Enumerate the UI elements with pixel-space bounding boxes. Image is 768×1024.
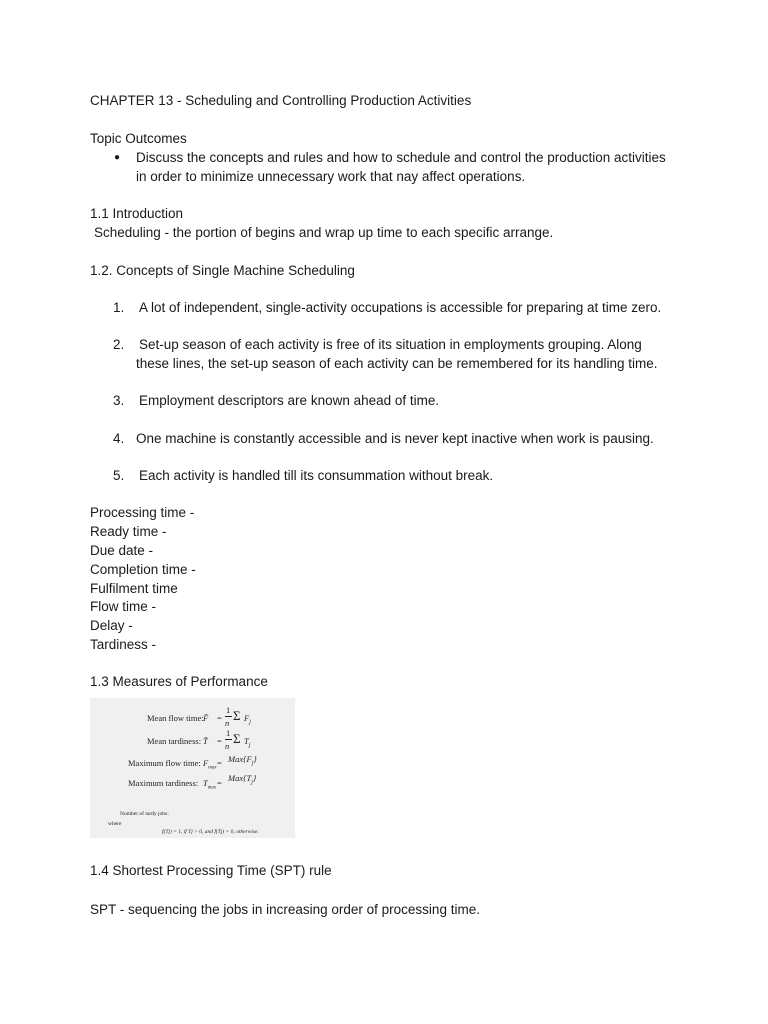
formula-label: Number of tardy jobs: xyxy=(120,811,169,817)
list-item-number: 2. xyxy=(113,337,125,352)
list-item-number: 4. xyxy=(113,431,125,446)
spt-heading: 1.4 Shortest Processing Time (SPT) rule xyxy=(90,863,332,878)
formula-symbol: $F_{max}$ xyxy=(203,758,217,771)
formula-equals: = xyxy=(217,736,222,746)
formula-label: Maximum tardiness: xyxy=(128,778,199,788)
list-item-text: One machine is constantly accessible and is never kept inactive when work is pausing. xyxy=(136,431,654,446)
bullet-text-line-2: in order to minimize unnecessary work that nay affect operations. xyxy=(136,169,526,184)
term-delay: Delay - xyxy=(90,618,133,633)
formula-label: where xyxy=(108,821,122,827)
bullet-text-line-1: Discuss the concepts and rules and how to schedule and control the production activities xyxy=(136,150,666,165)
formula-fraction: n xyxy=(225,741,230,751)
list-item-number: 1. xyxy=(113,300,125,315)
term-completion-time: Completion time - xyxy=(90,562,196,577)
list-item-number: 3. xyxy=(113,393,125,408)
term-flow-time: Flow time - xyxy=(90,599,157,614)
formula-equals: = xyxy=(217,758,222,768)
list-item-text: Employment descriptors are known ahead of time. xyxy=(139,393,440,408)
formula-variable: $T_j$ xyxy=(244,736,251,749)
formula-equals: = xyxy=(217,778,222,788)
term-processing-time: Processing time - xyxy=(90,505,195,520)
formula-label: Mean flow time: xyxy=(147,713,204,723)
list-item-number: 5. xyxy=(113,468,125,483)
list-item-text-continued: these lines, the set-up season of each activity can be remembered for its handling time. xyxy=(136,356,658,371)
formula-max: $Max\{F_j\}$ xyxy=(228,754,257,767)
list-item-text: Each activity is handled till its consummation without break. xyxy=(139,468,494,483)
formula-fraction: 1 xyxy=(226,728,231,738)
formula-fraction: n xyxy=(225,718,230,728)
term-fulfilment-time: Fulfilment time xyxy=(90,581,178,596)
fraction-bar xyxy=(225,739,232,740)
introduction-text: Scheduling - the portion of begins and wrap up time to each specific arrange. xyxy=(94,225,554,240)
formula-condition: f(Tj) = 1, if Tj > 0, and f(Tj) = 0, otherwise. xyxy=(162,829,259,835)
sum-symbol: Σ xyxy=(233,708,241,723)
measures-heading: 1.3 Measures of Performance xyxy=(90,674,268,689)
concepts-heading: 1.2. Concepts of Single Machine Scheduling xyxy=(90,263,355,278)
introduction-heading: 1.1 Introduction xyxy=(90,206,184,221)
formula-variable: $F_j$ xyxy=(244,713,251,726)
formula-label: Mean tardiness: xyxy=(147,736,202,746)
list-item-text: A lot of independent, single-activity occupations is accessible for preparing at time zero. xyxy=(139,300,662,315)
performance-formulas-image xyxy=(90,698,295,838)
formula-symbol: T̄ xyxy=(203,736,208,746)
topic-outcomes-heading: Topic Outcomes xyxy=(90,131,187,146)
formula-symbol: $T_{max}$ xyxy=(203,778,217,791)
page-title: CHAPTER 13 - Scheduling and Controlling Production Activities xyxy=(90,93,472,108)
bullet-marker: ● xyxy=(114,152,121,163)
spt-text: SPT - sequencing the jobs in increasing order of processing time. xyxy=(90,902,480,917)
formula-label: Maximum flow time: xyxy=(128,758,201,768)
sum-symbol: Σ xyxy=(233,731,241,746)
list-item-text: Set-up season of each activity is free of its situation in employments grouping. Along xyxy=(139,337,642,352)
formula-fraction: 1 xyxy=(226,705,231,715)
term-due-date: Due date - xyxy=(90,543,154,558)
term-tardiness: Tardiness - xyxy=(90,637,157,652)
term-ready-time: Ready time - xyxy=(90,524,167,539)
formula-max: $Max\{T_j\}$ xyxy=(228,773,257,786)
formula-symbol: F̄ xyxy=(203,713,209,723)
formula-equals: = xyxy=(217,713,222,723)
fraction-bar xyxy=(225,716,232,717)
